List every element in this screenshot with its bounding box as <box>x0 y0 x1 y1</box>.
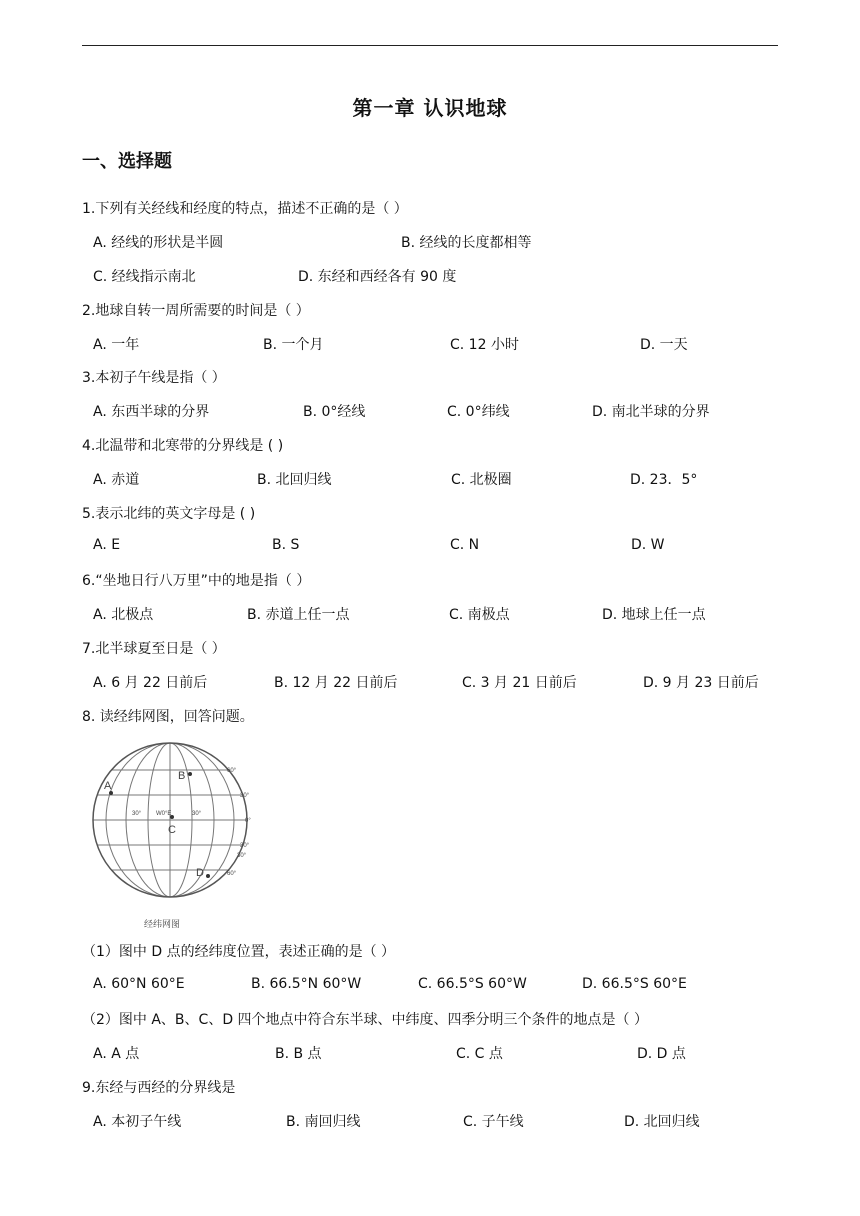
question-5-option-b: B. S <box>272 537 300 553</box>
point-d-label: D <box>196 867 204 879</box>
question-8-1-option-b: B. 66.5°N 60°W <box>251 976 362 992</box>
question-7-option-a: A. 6 月 22 日前后 <box>93 675 208 691</box>
lat-label-0: 0° <box>245 818 251 824</box>
question-6-option-c: C. 南极点 <box>449 607 510 623</box>
question-7-option-c: C. 3 月 21 日前后 <box>462 675 577 691</box>
question-9-option-a: A. 本初子午线 <box>93 1114 182 1130</box>
question-4-option-b: B. 北回归线 <box>257 472 332 488</box>
point-a-label: A <box>104 780 112 792</box>
question-9-stem: 9.东经与西经的分界线是 <box>82 1080 236 1096</box>
point-b-marker <box>188 772 192 776</box>
graticule-globe-image <box>82 733 252 933</box>
question-4-option-c: C. 北极圈 <box>451 472 512 488</box>
question-8-1-option-a: A. 60°N 60°E <box>93 976 185 992</box>
lon-label-30w: 30° <box>132 811 142 817</box>
question-6-option-a: A. 北极点 <box>93 607 154 623</box>
point-c-label: C <box>168 824 176 836</box>
graticule-figure <box>82 733 252 933</box>
question-4-stem: 4.北温带和北寒带的分界线是 ( ) <box>82 438 284 454</box>
question-9-option-d: D. 北回归线 <box>624 1114 700 1130</box>
lat-label-60n: 60° <box>227 768 237 774</box>
lon-label-0: W0°E <box>156 811 172 817</box>
lat-label-60s: 60° <box>227 871 237 877</box>
question-5-stem: 5.表示北纬的英文字母是 ( ) <box>82 506 256 522</box>
question-1-option-d: D. 东经和西经各有 90 度 <box>298 269 457 285</box>
page-title: 第一章 认识地球 <box>352 96 508 120</box>
question-8-2-option-b: B. B 点 <box>275 1046 322 1062</box>
question-7-option-b: B. 12 月 22 日前后 <box>274 675 398 691</box>
question-8-2-option-a: A. A 点 <box>93 1046 140 1062</box>
question-3-option-a: A. 东西半球的分界 <box>93 404 210 420</box>
question-8-stem: 8. 读经纬网图，回答问题。 <box>82 709 254 725</box>
question-2-option-b: B. 一个月 <box>263 337 324 353</box>
question-3-option-d: D. 南北半球的分界 <box>592 404 710 420</box>
question-5-option-d: D. W <box>631 537 665 553</box>
question-1-stem: 1.下列有关经线和经度的特点，描述不正确的是（ ） <box>82 201 408 217</box>
question-1-option-b: B. 经线的长度都相等 <box>401 235 532 251</box>
question-2-stem: 2.地球自转一周所需要的时间是（ ） <box>82 303 310 319</box>
question-6-stem: 6.“坐地日行八万里”中的地是指（ ） <box>82 573 311 589</box>
point-d-marker <box>206 874 210 878</box>
question-7-stem: 7.北半球夏至日是（ ） <box>82 641 226 657</box>
lat-label-30s-a: 30° <box>240 843 250 849</box>
point-b-label: B <box>178 770 186 782</box>
section-heading: 一、选择题 <box>82 151 172 172</box>
header-rule <box>82 45 778 46</box>
question-2-option-a: A. 一年 <box>93 337 140 353</box>
figure-caption: 经纬网图 <box>144 919 181 929</box>
question-4-option-a: A. 赤道 <box>93 472 140 488</box>
question-6-option-b: B. 赤道上任一点 <box>247 607 350 623</box>
lat-label-30s-b: 30° <box>237 853 247 859</box>
question-8-2-option-c: C. C 点 <box>456 1046 503 1062</box>
question-4-option-d: D. 23．5° <box>630 472 698 488</box>
question-9-option-b: B. 南回归线 <box>286 1114 361 1130</box>
question-3-option-b: B. 0°经线 <box>303 404 366 420</box>
question-6-option-d: D. 地球上任一点 <box>602 607 706 623</box>
question-3-stem: 3.本初子午线是指（ ） <box>82 370 226 386</box>
question-9-option-c: C. 子午线 <box>463 1114 524 1130</box>
question-3-option-c: C. 0°纬线 <box>447 404 510 420</box>
lat-label-30n: 30° <box>240 793 250 799</box>
question-7-option-d: D. 9 月 23 日前后 <box>643 675 759 691</box>
question-5-option-c: C. N <box>450 537 480 553</box>
question-8-2-option-d: D. D 点 <box>637 1046 686 1062</box>
question-8-1-stem: （1）图中 D 点的经纬度位置，表述正确的是（ ） <box>82 944 396 960</box>
question-8-1-option-c: C. 66.5°S 60°W <box>418 976 527 992</box>
question-2-option-c: C. 12 小时 <box>450 337 519 353</box>
question-1-option-c: C. 经线指示南北 <box>93 269 196 285</box>
question-2-option-d: D. 一天 <box>640 337 688 353</box>
question-5-option-a: A. E <box>93 537 121 553</box>
lon-label-30e: 30° <box>192 811 202 817</box>
question-8-1-option-d: D. 66.5°S 60°E <box>582 976 687 992</box>
question-1-option-a: A. 经线的形状是半圆 <box>93 235 224 251</box>
question-8-2-stem: （2）图中 A、B、C、D 四个地点中符合东半球、中纬度、四季分明三个条件的地点是（ ） <box>82 1012 648 1028</box>
